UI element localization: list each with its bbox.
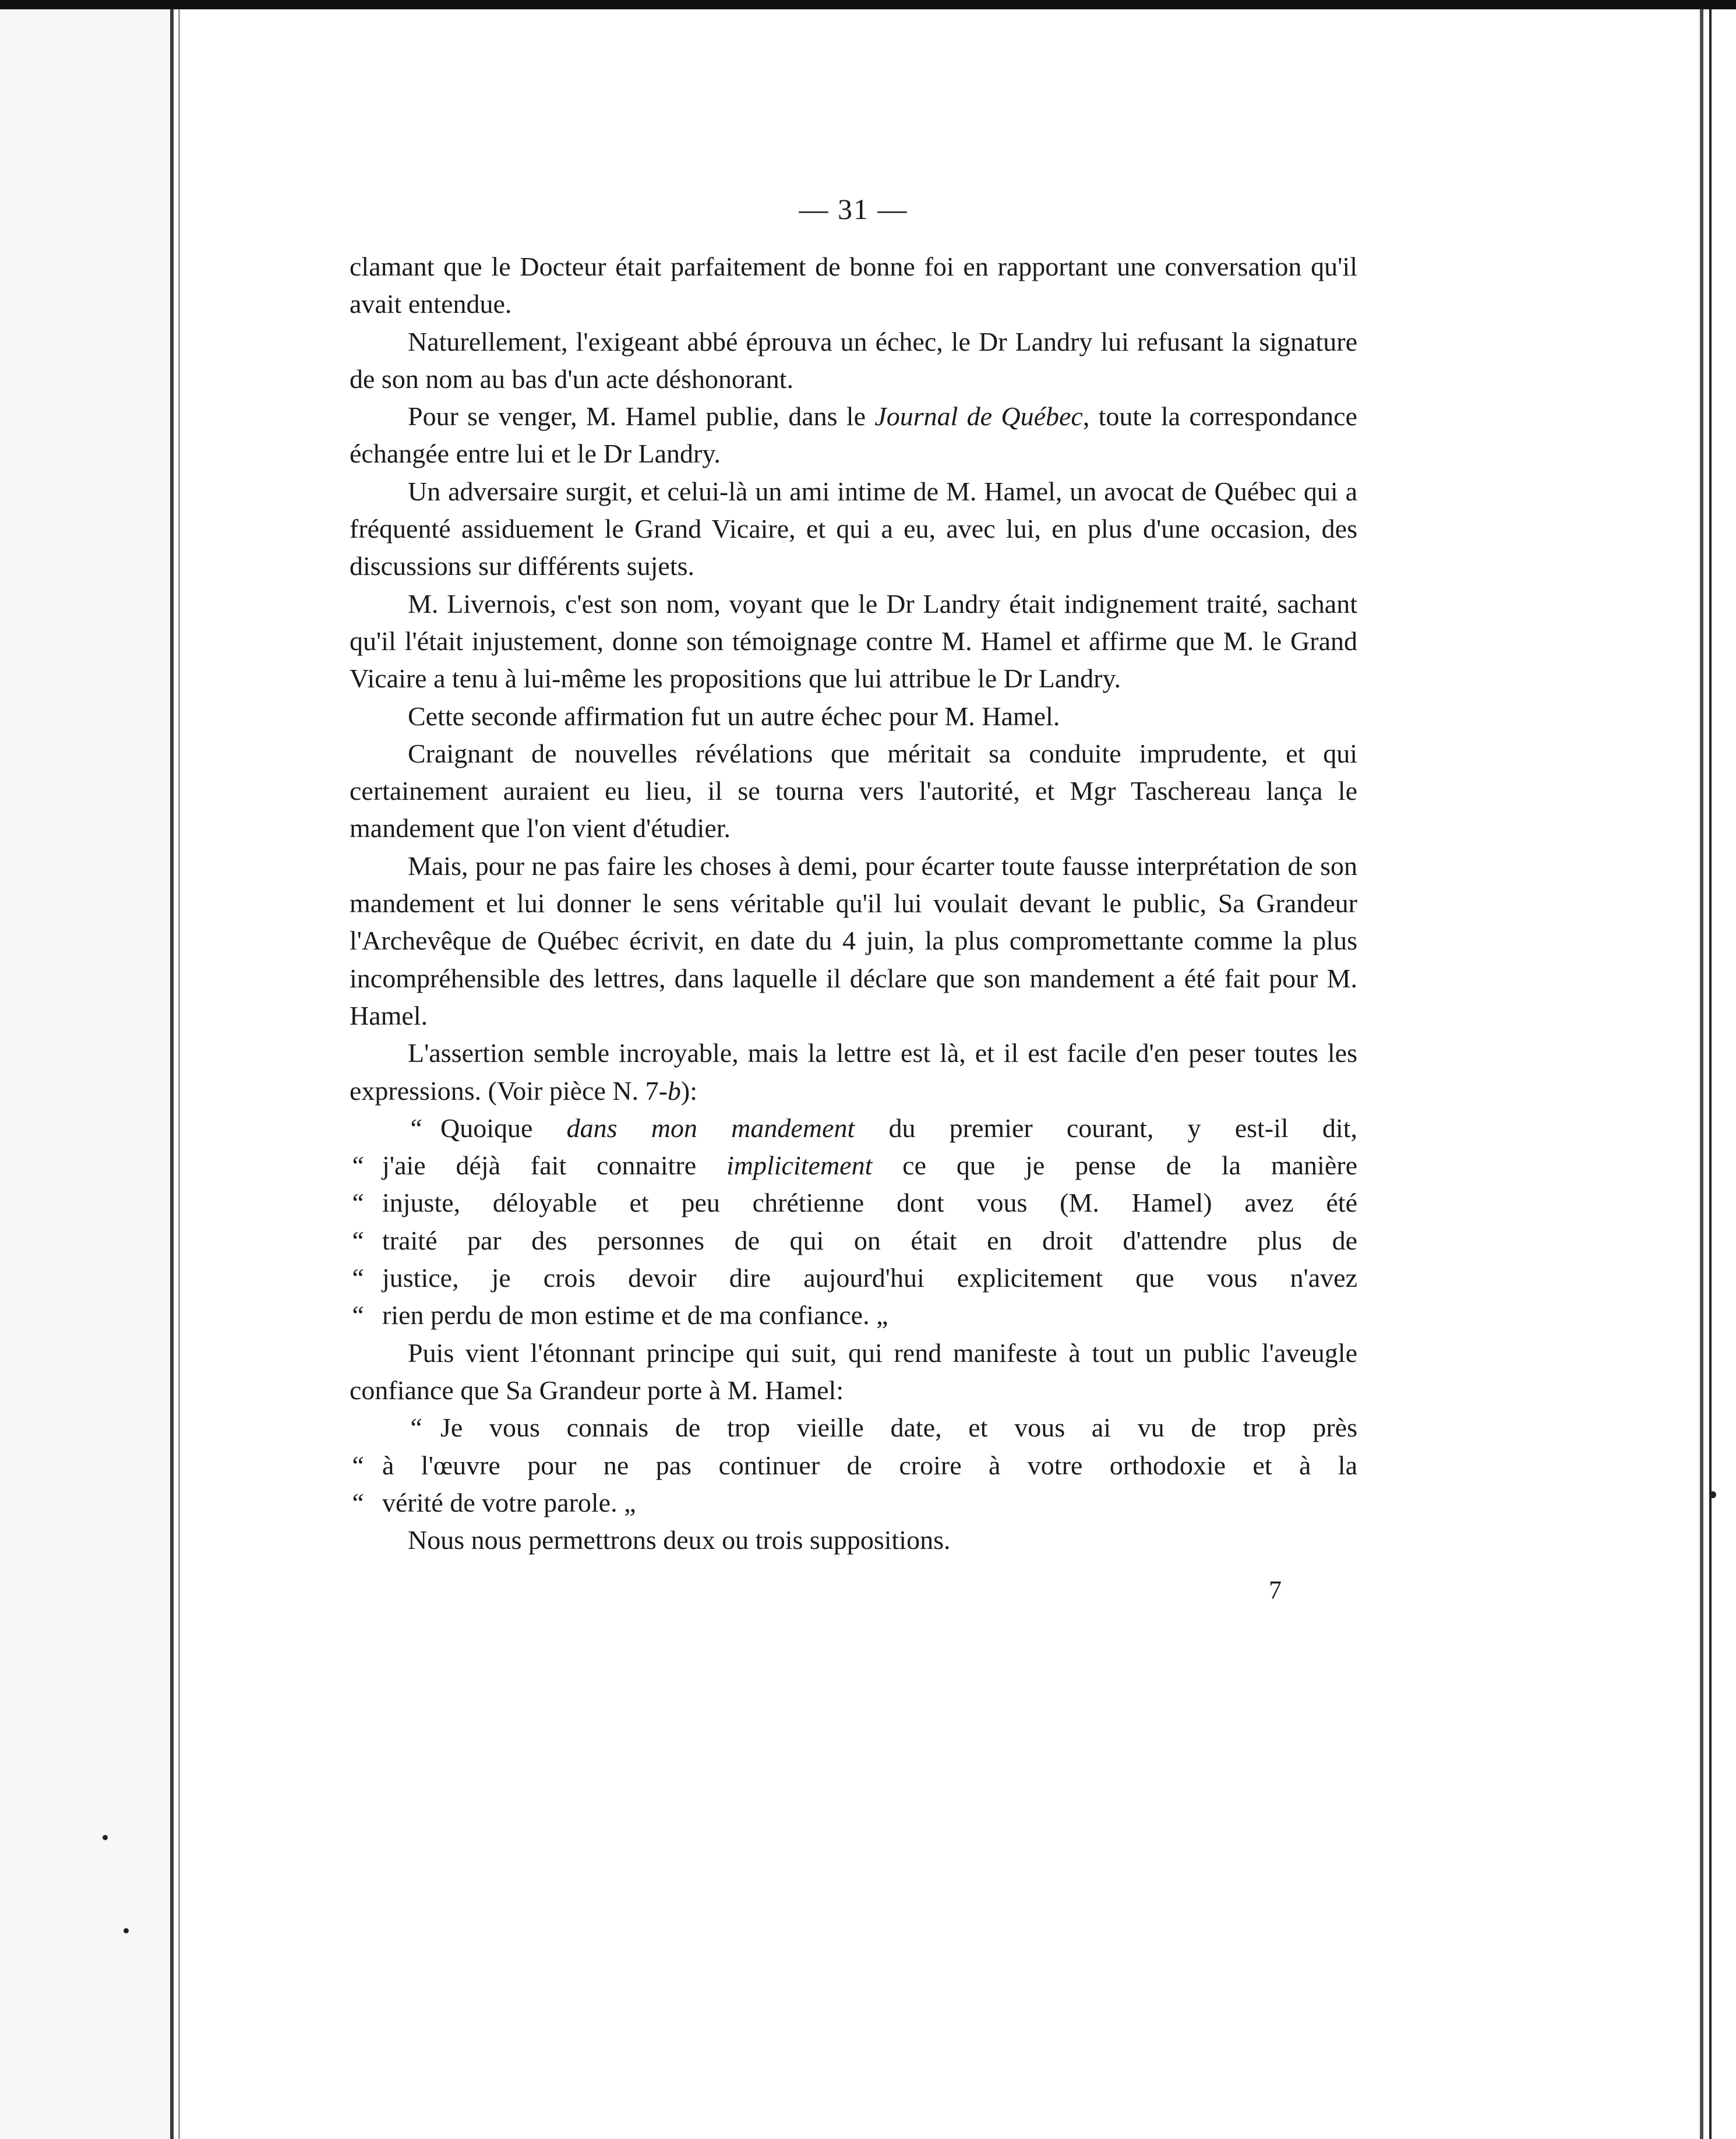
page-spine-edge-secondary (178, 9, 180, 2139)
quote-text: vérité de votre parole. „ (382, 1487, 636, 1517)
quote-text: injuste, déloyable et peu chrétienne dont vous (M. Hamel) avez été (382, 1188, 1357, 1218)
paragraph: Un adversaire surgit, et celui-là un ami intime de M. Hamel, un avocat de Québec qui a fréquenté assiduement le Grand Vicaire, et qui a eu, avec lui, en plus d'une occasion, des discussions sur différents sujets. (350, 476, 1357, 581)
quote-mark: “ (350, 1150, 365, 1181)
quote-mark: “ (350, 1188, 365, 1218)
page-spine-edge (170, 9, 174, 2139)
exhibit-letter: b (667, 1075, 681, 1106)
paragraph (350, 1035, 1357, 1110)
page-number: — 31 — (799, 193, 908, 225)
paragraph: Puis vient l'étonnant principe qui suit, qui rend manifeste à tout un public l'aveugle confiance que Sa Grandeur porte à M. Hamel: (350, 1337, 1357, 1405)
quote-text: j'aie déjà fait connaitre (382, 1150, 726, 1181)
quote-mark: “ (350, 1263, 365, 1293)
quote-emphasis: dans mon mandement (566, 1113, 855, 1143)
paragraph: M. Livernois, c'est son nom, voyant que le Dr Landry était indignement traité, sachant qu'il l'était injustement, donne son témoignage contre M. Hamel et affirme que M. le Grand Vicaire a tenu à lui-même les propositions que lui attribue le Dr Landry. (350, 588, 1357, 694)
page-right-edge (1700, 9, 1703, 2139)
quote-text: justice, je crois devoir dire aujourd'hui explicitement que vous n'avez (382, 1263, 1357, 1293)
paragraph-text: ): (680, 1075, 698, 1106)
quote-text: Quoique (440, 1113, 567, 1143)
paragraph-text: Pour se venger, M. Hamel publie, dans le (408, 401, 875, 432)
paragraph-text: , toute la correspondance échangée entre lui et le Dr Landry. (350, 401, 1357, 469)
quote-mark: “ (408, 1413, 423, 1443)
quotation-block (350, 1409, 1357, 1522)
signature-mark: 7 (1269, 1576, 1282, 1605)
scan-speck (1709, 1491, 1716, 1498)
scan-speck (124, 1928, 129, 1933)
quotation-line (350, 1222, 1357, 1259)
paragraph: Cette seconde affirmation fut un autre échec pour M. Hamel. (408, 701, 1060, 731)
paragraph-text: L'assertion semble incroyable, mais la lettre est là, et il est facile d'en peser toutes les expressions. (Voir pièce N. 7- (350, 1038, 1357, 1106)
quote-text: à l'œuvre pour ne pas continuer de croire à votre orthodoxie et à la (382, 1450, 1357, 1480)
document-page (350, 192, 1357, 1605)
scan-speck (103, 1835, 108, 1840)
quote-text: du premier courant, y est-il dit, (855, 1113, 1357, 1143)
quote-mark: “ (408, 1113, 423, 1143)
scan-top-border (0, 0, 1736, 9)
quote-emphasis: implicitement (726, 1150, 873, 1181)
quote-text: traité par des personnes de qui on était en droit d'attendre plus de (382, 1225, 1357, 1255)
quote-text: rien perdu de mon estime et de ma confiance. „ (382, 1300, 888, 1330)
paragraph: Mais, pour ne pas faire les choses à demi, pour écarter toute fausse interprétation de son mandement et lui donner le sens véritable qu'il lui voulait devant le public, Sa Grandeur l'Archevêque de Québec écrivit, en date du 4 juin, la plus compromettante comme la plus incompréhensible des lettres, dans laquelle il déclare que son mandement a été fait pour M. Hamel. (350, 850, 1357, 1030)
quotation-line (350, 1297, 1357, 1334)
quote-text: Je vous connais de trop vieille date, et vous ai vu de trop près (440, 1413, 1357, 1443)
quotation-line (350, 1259, 1357, 1297)
facing-page-margin (0, 9, 169, 2139)
paragraph (350, 398, 1357, 473)
quotation-line (350, 1147, 1357, 1184)
page-right-edge-secondary (1709, 9, 1712, 2139)
quote-mark: “ (350, 1300, 365, 1330)
quote-text: ce que je pense de la manière (872, 1150, 1357, 1181)
paragraph: Nous nous permettrons deux ou trois suppositions. (408, 1525, 951, 1555)
newspaper-title: Journal de Québec (874, 401, 1083, 432)
quotation-line (350, 1447, 1357, 1484)
paragraph-continuation: clamant que le Docteur était parfaitement de bonne foi en rapportant une conversation qu'il avait entendue. (350, 252, 1357, 319)
quote-mark: “ (350, 1487, 365, 1517)
paragraph: Craignant de nouvelles révélations que méritait sa conduite imprudente, et qui certainement auraient eu lieu, il se tourna vers l'autorité, et Mgr Taschereau lança le mandement que l'on vient d'étudier. (350, 738, 1357, 843)
quotation-line (350, 1484, 1357, 1522)
quotation-block (350, 1110, 1357, 1335)
paragraph: Naturellement, l'exigeant abbé éprouva un échec, le Dr Landry lui refusant la signature de son nom au bas d'un acte déshonorant. (350, 326, 1357, 394)
quotation-line (350, 1409, 1357, 1446)
quotation-line (350, 1184, 1357, 1222)
quote-mark: “ (350, 1225, 365, 1255)
quotation-line (350, 1110, 1357, 1147)
quote-mark: “ (350, 1450, 365, 1480)
